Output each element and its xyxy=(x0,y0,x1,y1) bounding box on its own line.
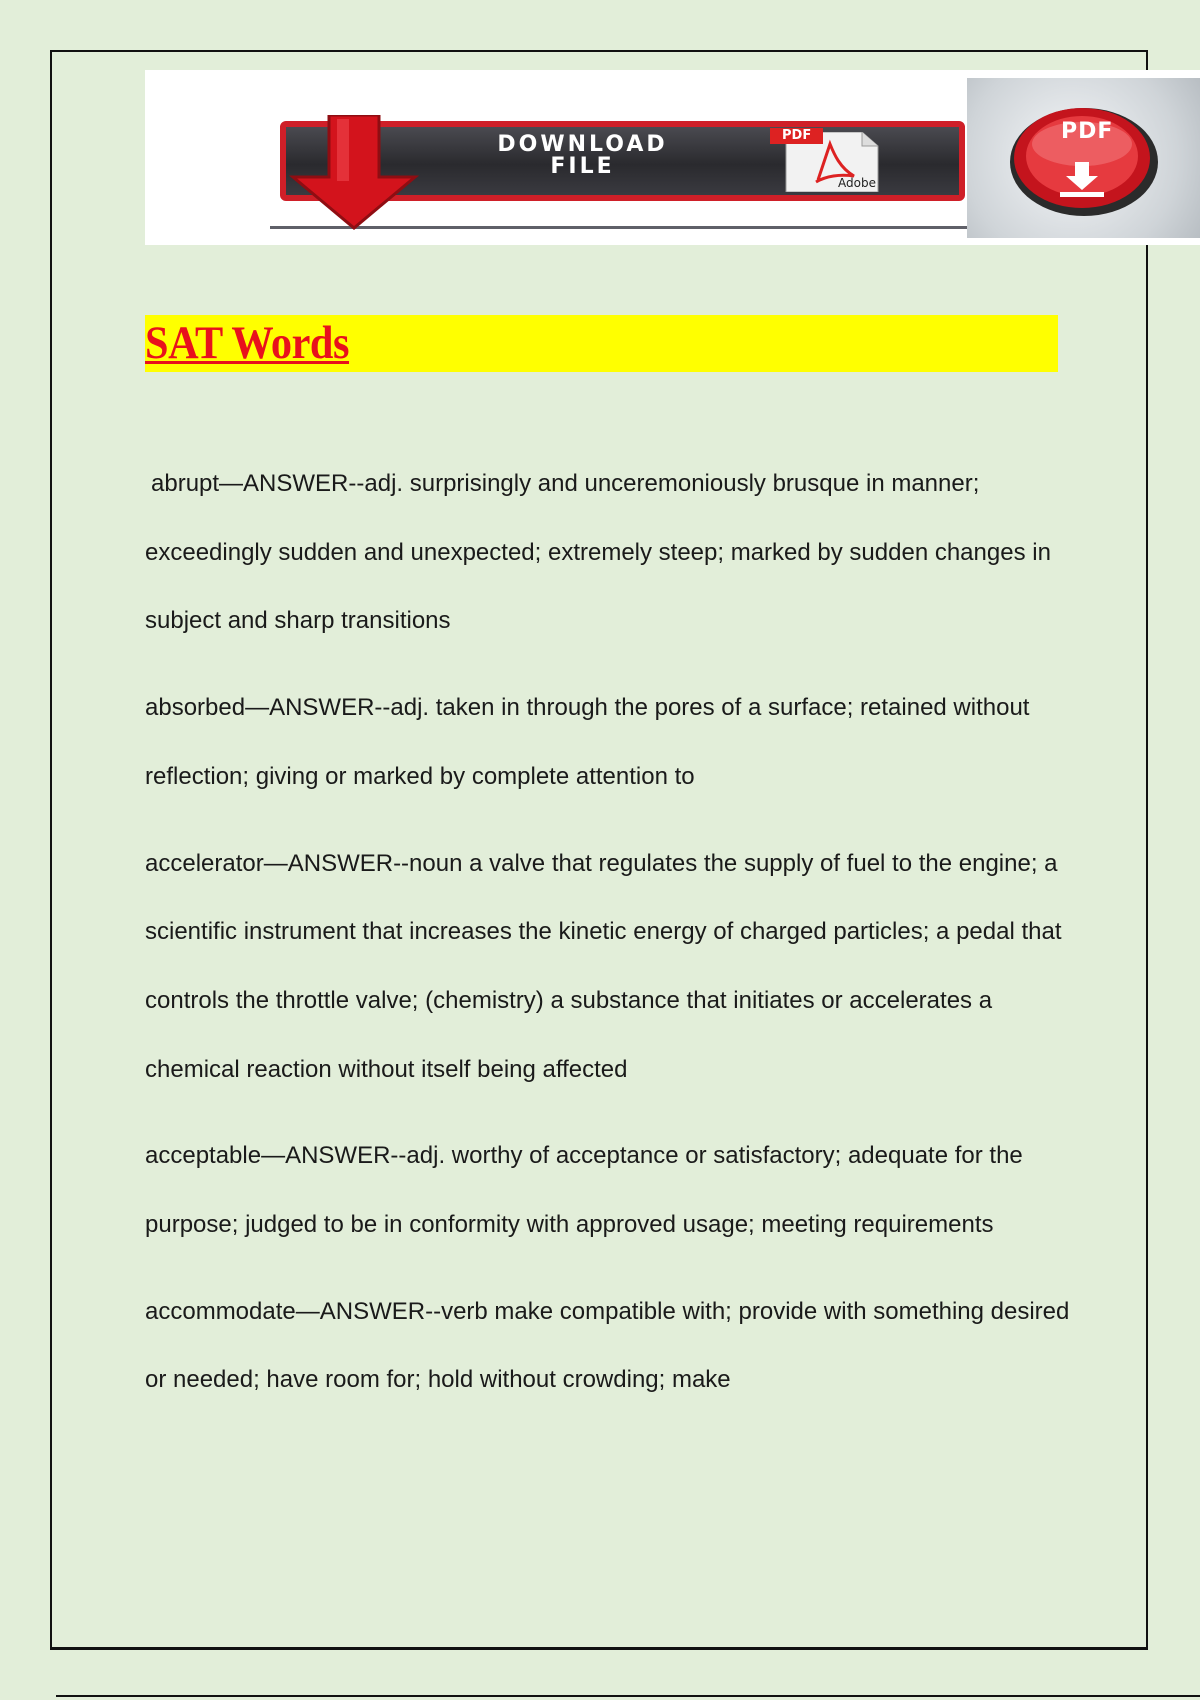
word-entry-absorbed: absorbed—ANSWER--adj. taken in through the pores of a surface; retained without reflection; giving or marked by complete attention to xyxy=(145,694,1030,790)
title-highlight xyxy=(145,315,1058,372)
word-entry-abrupt: abrupt—ANSWER--adj. surprisingly and unceremoniously brusque in manner; exceedingly sudden and unexpected; extremely steep; marked by sudden changes in subject and sharp transitions xyxy=(145,470,1051,635)
pdf-badge-label: PDF xyxy=(1061,119,1114,144)
download-arrow-icon xyxy=(287,115,422,230)
bottom-rule xyxy=(56,1695,1200,1697)
word-entry-acceptable: acceptable—ANSWER--adj. worthy of acceptance or satisfactory; adequate for the purpose; judged to be in conformity with approved usage; meeting requirements xyxy=(145,1142,1023,1239)
pdf-tag: PDF xyxy=(770,128,823,144)
pdf-document-icon xyxy=(778,128,882,192)
word-entry-accommodate: accommodate—ANSWER--verb make compatible with; provide with something desired or needed; have room for; hold without crowding; make xyxy=(145,1297,1070,1394)
adobe-text: Adobe xyxy=(838,176,876,190)
pdf-badge[interactable] xyxy=(967,78,1200,238)
download-label: DOWNLOAD FILE xyxy=(497,132,668,179)
download-banner[interactable] xyxy=(145,70,1200,245)
word-entry-accelerator: accelerator—ANSWER--noun a valve that regulates the supply of fuel to the engine; a scientific instrument that increases the kinetic energy of charged particles; a pedal that controls the throttle valve; (chemistry) a substance that initiates or accelerates a chemical reaction without itself being affected xyxy=(145,849,1062,1083)
word-list xyxy=(145,450,1075,1433)
pdf-download-badge-icon xyxy=(1002,100,1162,218)
page-title: SAT Words xyxy=(145,317,350,369)
